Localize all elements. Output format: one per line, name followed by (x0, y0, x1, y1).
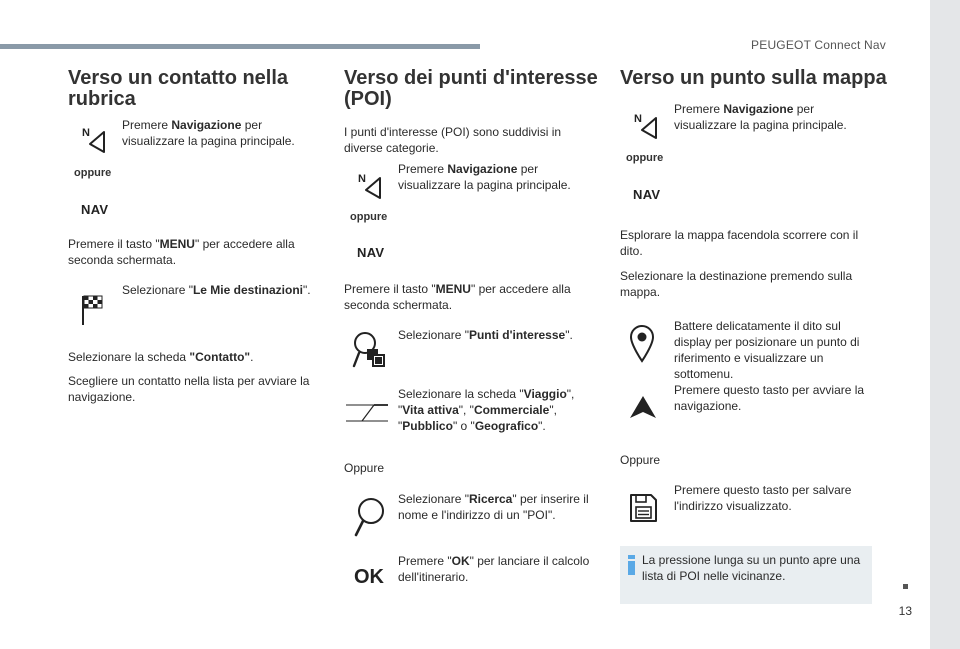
col3-step3: Premere questo tasto per avviare la navigazione. (674, 383, 865, 413)
or-label: oppure (626, 152, 664, 164)
nav-button-label: NAV (81, 202, 109, 217)
col2-title: Verso dei punti d'interesse (POI) (344, 67, 598, 110)
col1-step2: Selezionare "Le Mie destinazioni". (122, 283, 311, 297)
oppure-text: Oppure (620, 453, 661, 467)
info-icon (628, 555, 635, 575)
magnifier-icon (352, 496, 386, 538)
info-note-text: La pressione lunga su un punto apre una lista di POI nelle vicinanze. (642, 553, 861, 583)
col1-tab-text: Selezionare la scheda "Contatto". (68, 350, 254, 364)
compass-north-icon (632, 110, 660, 140)
oppure-text: Oppure (344, 461, 385, 475)
page-marker (903, 584, 908, 589)
svg-text:N: N (634, 113, 642, 125)
col3-step2: Battere delicatamente il dito sul display per posizionare un punto di riferimento e visualizzare un sottomenu. (674, 319, 860, 381)
col3-explore-text: Esplorare la mappa facendola scorrere con il dito. (620, 228, 859, 258)
col3-title: Verso un punto sulla mappa (620, 67, 887, 89)
col3-select-text: Selezionare la destinazione premendo sulla mappa. (620, 269, 853, 299)
header-bar (0, 44, 480, 49)
page-number: 13 (898, 604, 912, 618)
map-pin-icon (628, 323, 656, 363)
checkered-flag-icon (80, 294, 104, 326)
col2-step2: Selezionare "Punti d'interesse". (398, 328, 573, 342)
svg-text:N: N (358, 173, 366, 185)
col1-choose-text: Scegliere un contatto nella lista per avviare la navigazione. (68, 374, 310, 404)
col2-step4: Selezionare "Ricerca" per inserire il nome e l'indirizzo di un "POI". (398, 492, 589, 522)
col3-step4: Premere questo tasto per salvare l'indirizzo visualizzato. (674, 483, 852, 513)
ok-button-label: OK (354, 566, 384, 588)
col1-step1: Premere Navigazione per visualizzare la pagina principale. (122, 118, 295, 148)
save-icon (628, 492, 658, 524)
compass-north-icon (356, 170, 384, 200)
col1-menu-text: Premere il tasto "MENU" per accedere alla seconda schermata. (68, 237, 295, 267)
col3-step1: Premere Navigazione per visualizzare la pagina principale. (674, 102, 847, 132)
nav-button-label: NAV (633, 187, 661, 202)
road-icon (344, 399, 390, 425)
or-label: oppure (350, 211, 388, 223)
brand-label: PEUGEOT Connect Nav (751, 38, 886, 52)
col2-step1: Premere Navigazione per visualizzare la pagina principale. (398, 162, 571, 192)
col2-step5: Premere "OK" per lanciare il calcolo dell'itinerario. (398, 554, 590, 584)
compass-north-icon (80, 124, 108, 154)
svg-text:N: N (82, 127, 90, 139)
or-label: oppure (74, 167, 112, 179)
page-side-strip (930, 0, 960, 649)
col2-intro: I punti d'interesse (POI) sono suddivisi in diverse categorie. (344, 125, 562, 155)
navigation-arrow-icon (628, 394, 658, 420)
nav-button-label: NAV (357, 245, 385, 260)
poi-search-icon (352, 330, 386, 370)
col1-title: Verso un contatto nella rubrica (68, 67, 289, 110)
col2-menu-text: Premere il tasto "MENU" per accedere alla seconda schermata. (344, 282, 571, 312)
col2-step3: Selezionare la scheda "Viaggio", "Vita attiva", "Commerciale", "Pubblico" o "Geografico". (398, 387, 575, 433)
